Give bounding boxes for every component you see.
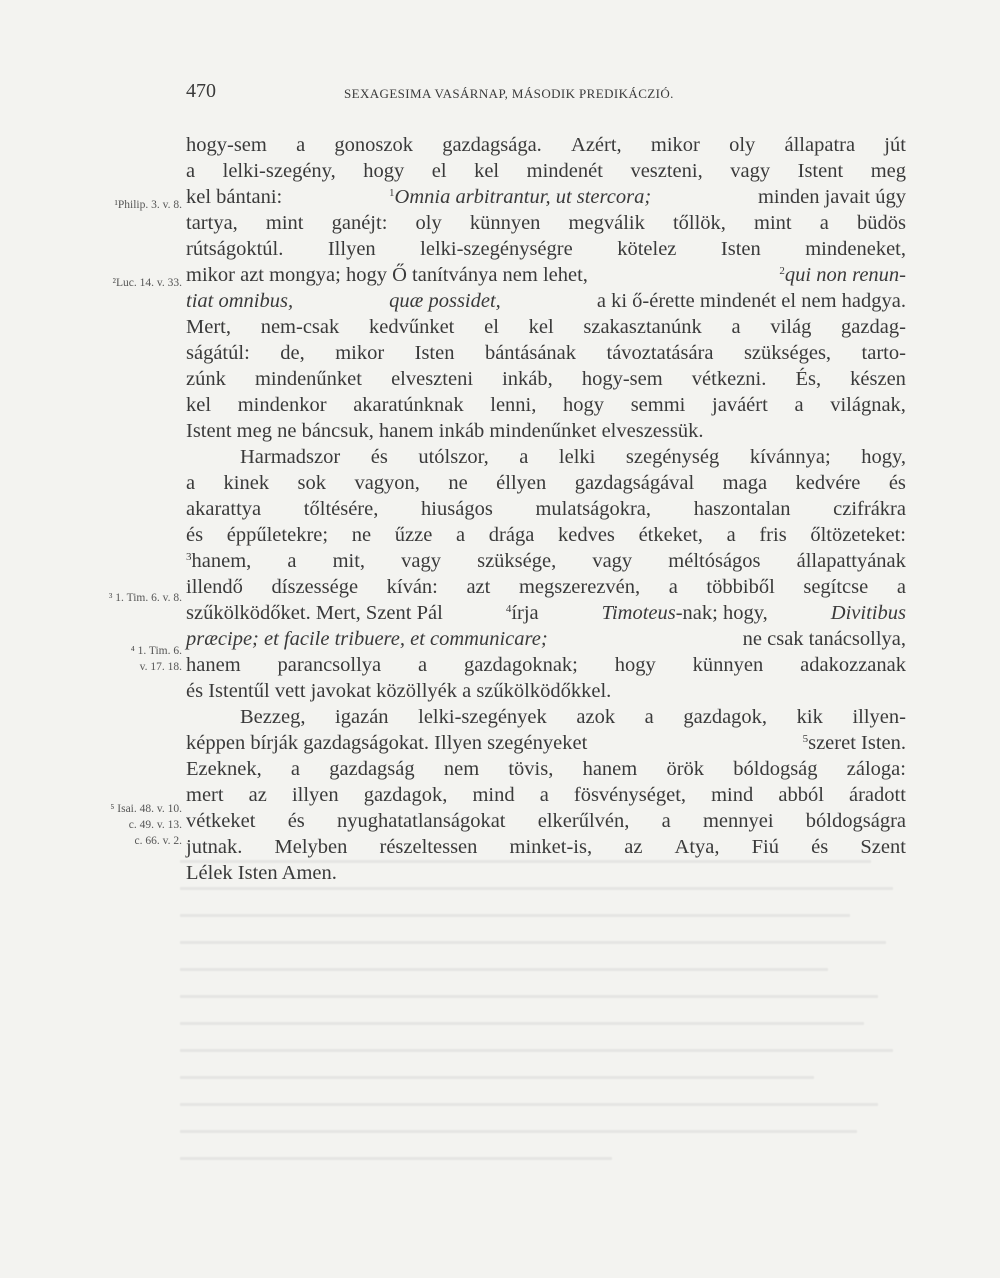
word: és [811,836,829,858]
text-line [186,418,906,444]
word: utólszor, [418,446,489,468]
word: a [668,576,678,598]
word: És, [795,368,822,390]
word: mit, [332,550,366,572]
word: a [418,654,428,676]
word: a [519,446,529,468]
text-run: írja [511,602,539,624]
latin-quote: quæ possidet, [389,290,501,312]
word: hiuságos [421,498,493,520]
word: mind [711,784,754,806]
word: méltóságos [668,550,761,572]
latin-quote: tiat omnibus, [186,290,294,312]
word: jút [884,134,906,156]
text-run: szeret Isten. [808,732,906,754]
footnote-marker: 4 [505,603,512,615]
word: és [370,446,388,468]
word: éllyen [496,472,547,494]
word: vagy [730,160,771,182]
text-line [186,288,906,314]
word: és [287,810,305,832]
word: űzze [394,524,433,546]
margin-note: ¹Philip. 3. v. 8. [114,199,182,211]
word: díszessége [271,576,359,598]
word: akaratúnknak [353,394,464,416]
word: gazdagoknak; [464,654,578,676]
running-head: SEXAGESIMA VASÁRNAP, MÁSODIK PREDIKÁCZIÓ. [344,86,674,101]
latin-name: Timoteus [601,602,676,624]
word: Istent [797,160,844,182]
word: Ezeknek, [186,758,262,780]
word: hogy, [861,446,906,468]
word: étkeket, [638,524,703,546]
word: akarattya [186,498,262,520]
word: nyughatatlanságokat [337,810,506,832]
word: el [431,160,447,182]
text-line [186,158,906,184]
word: a [186,472,196,494]
word: megválik [568,212,645,234]
word: nem [443,758,480,780]
text-line [186,366,906,392]
word: zúnk [186,368,226,390]
word: az [248,784,267,806]
text-line [186,574,906,600]
word: gazdagok, [363,784,448,806]
word: mikor [335,342,385,364]
word: mindenét [526,160,603,182]
text-line [186,210,906,236]
text-line [186,392,906,418]
text-run: -nak; hogy, [675,602,768,624]
text-line [186,236,906,262]
text-run: Istent meg ne báncsuk, hanem inkáb mindenűnket elveszessük. [186,420,704,442]
word: mindeneket, [805,238,906,260]
word: ne [448,472,468,494]
text-run: mikor azt mongya; hogy Ő tanítványa nem lehet, [186,264,588,286]
word: fösvénységet, [573,784,687,806]
word: gonoszok [334,134,413,156]
text-line [186,808,906,834]
word: tarto- [861,342,906,364]
word: sok [297,472,327,494]
word: kíván: [386,576,438,598]
word: gazdagok, [683,706,768,728]
word: készen [850,368,906,390]
word: gazdagságával [574,472,695,494]
word: megszerezvén, [518,576,641,598]
word: a [296,134,306,156]
word: tőllök, [672,212,726,234]
latin-quote: qui non renun- [784,264,906,286]
word: Melyben [274,836,348,858]
word: hanem [582,758,638,780]
word: meg [870,160,906,182]
word: Isten [720,238,761,260]
text-line [186,132,906,158]
word: tőltésére, [303,498,379,520]
word: lenni, [490,394,537,416]
word: ganéjt: [331,212,388,234]
word: a [455,524,466,546]
footnote-marker: 3 [186,551,192,563]
word: $^3$hanem, [186,550,252,572]
word: azok [576,706,616,728]
text-line [186,600,906,626]
quotation [389,184,651,210]
word: minket-is, [509,836,593,858]
word: kedvére [795,472,861,494]
latin-quote: præcipe; et facile tribuere, et communicare; [186,628,548,650]
word: czifrákra [833,498,906,520]
word: vagy [592,550,633,572]
word: szegénység [625,446,720,468]
word: szükséges, [743,342,832,364]
word: mint [265,212,304,234]
word: a [731,316,741,338]
footnote-marker: 2 [779,265,785,277]
word: nem-csak [260,316,340,338]
word: maga [722,472,768,494]
text-line [186,496,906,522]
word: parancsollya [277,654,382,676]
word: Fiú [751,836,780,858]
word: a [287,550,297,572]
word: világ [770,316,812,338]
word: örök [666,758,705,780]
word: illendő [186,576,243,598]
word: lelki [558,446,596,468]
word: hogy [563,394,605,416]
text-run [506,600,539,626]
text-line [186,522,906,548]
word: a [819,212,829,234]
word: gazdagsága. [442,134,542,156]
word: kötelez [617,238,677,260]
word: vagy [401,550,441,572]
word: és [888,472,906,494]
margin-note: c. 49. v. 13. [128,819,182,831]
word: el [484,316,499,338]
word: gazdagság [329,758,415,780]
word: és [186,524,204,546]
text-run: és Istentűl vett javokat közöllyék a szűkölködőkkel. [186,680,612,702]
word: Illyen [327,238,376,260]
text-line [186,730,906,756]
margin-note: ⁴ 1. Tim. 6. [130,645,182,657]
word: mint [754,212,792,234]
word: a [726,524,736,546]
word: mind [472,784,515,806]
word: lelki-szegénységre [420,238,573,260]
word: Atya, [674,836,720,858]
word: a [661,810,671,832]
word: oly [415,212,442,234]
word: javáért [712,394,768,416]
text-line [186,652,906,678]
text-line [186,340,906,366]
word: a [644,706,654,728]
word: áradott [848,784,906,806]
word: az [624,836,643,858]
word: őltözeteket: [810,524,906,546]
text-line [186,626,906,652]
word: adakozzanak [800,654,906,676]
word: lelki-szegények [418,706,547,728]
word: záloga: [846,758,906,780]
word: jutnak. [186,836,243,858]
word: de, [280,342,305,364]
word: Szent [860,836,906,858]
text-line [240,444,906,470]
latin-quote: Divitibus [830,602,906,624]
word: állapattyának [796,550,906,572]
text-line [186,184,906,210]
word: bóldogságra [805,810,906,832]
text-run: képpen bírják gazdagságokat. Illyen szegényeket [186,732,588,754]
text-run: szűkölködőket. Mert, Szent Pál [186,602,443,624]
text-line [240,704,906,730]
word: Harmadszor [240,446,341,468]
word: semmi [630,394,686,416]
text-line [186,314,906,340]
word: a [186,160,196,182]
text-run [803,730,906,756]
word: kedves [557,524,615,546]
text-line [186,548,906,574]
word: hogy [363,160,405,182]
word: rútságoktúl. [186,238,284,260]
word: mikor [650,134,700,156]
text-line [186,470,906,496]
word: inkáb, [502,368,553,390]
word: Isten [414,342,455,364]
text-line [186,756,906,782]
word: segítcse [803,576,869,598]
word: tartya, [186,212,238,234]
word: büdös [856,212,906,234]
text-line [186,678,906,704]
word: hanem [186,654,241,676]
word: veszteni, [630,160,703,182]
word: a [896,576,906,598]
word: kinek [223,472,270,494]
word: hogy-sem [186,134,267,156]
word: tövis, [508,758,554,780]
word: lelki-szegény, [222,160,336,182]
text-line [186,782,906,808]
margin-note: ⁵ Isai. 48. v. 10. [110,803,182,815]
word: vagyon, [354,472,420,494]
word: abból [778,784,824,806]
word: a [539,784,549,806]
word: Mert, [186,316,231,338]
word: állapatra [784,134,856,156]
word: igazán [335,706,389,728]
text-run [602,600,768,626]
text-line [186,860,906,886]
word: a [794,394,804,416]
word: kik [796,706,823,728]
word: elkerűlvén, [537,810,630,832]
word: szakasztanúnk [583,316,702,338]
word: kívánnya; [749,446,831,468]
word: kel [528,316,554,338]
word: kedvűnket [368,316,455,338]
word: drága [488,524,535,546]
latin-quote: Omnia arbitrantur, ut stercora; [394,186,652,208]
word: künnyen [469,212,541,234]
word: vétkeket [186,810,256,832]
text-run: kel bántani: [186,186,283,208]
quotation [779,262,906,288]
word: világnak, [830,394,906,416]
word: vétkezni. [691,368,767,390]
show-through-text [180,860,900,1200]
text-run: a ki ő-érette mindenét el nem hadgya. [596,290,906,312]
text-run: ne csak tanácsollya, [742,628,906,650]
word: a [290,758,301,780]
word: kel [474,160,500,182]
word: ne [351,524,372,546]
word: bántásának [484,342,577,364]
word: hogy-sem [581,368,663,390]
word: haszontalan [693,498,791,520]
margin-note: c. 66. v. 2. [134,835,182,847]
word: hogy [614,654,656,676]
word: bóldogság [733,758,818,780]
page-header [186,80,906,110]
word: ságátúl: [186,342,250,364]
text-run: minden javait úgy [757,186,906,208]
word: oly [729,134,756,156]
word: künnyen [692,654,764,676]
page-number: 470 [186,80,216,102]
word: szüksége, [477,550,557,572]
word: mert [186,784,224,806]
margin-note: ³ 1. Tim. 6. v. 8. [108,592,182,604]
word: részeltessen [379,836,478,858]
word: gazdag- [841,316,906,338]
word: kel [186,394,212,416]
word: Bezzeg, [240,706,306,728]
text-run: Lélek Isten Amen. [186,862,337,884]
word: fris [759,524,787,546]
text-line [186,262,906,288]
word: távoztatására [606,342,714,364]
word: mennyei [702,810,774,832]
margin-note: ²Luc. 14. v. 33. [112,277,182,289]
text-line [186,834,906,860]
word: Azért, [571,134,622,156]
footnote-marker: 5 [802,733,809,745]
word: éppűletekre; [226,524,329,546]
margin-note: v. 17. 18. [139,661,182,673]
word: mulatságokra, [535,498,652,520]
word: többiből [706,576,775,598]
word: azt [466,576,491,598]
word: elveszteni [391,368,474,390]
word: mindenűnket [254,368,362,390]
word: mindenkor [237,394,327,416]
word: illyen [291,784,339,806]
footnote-marker: 1 [389,187,395,199]
word: illyen- [852,706,906,728]
